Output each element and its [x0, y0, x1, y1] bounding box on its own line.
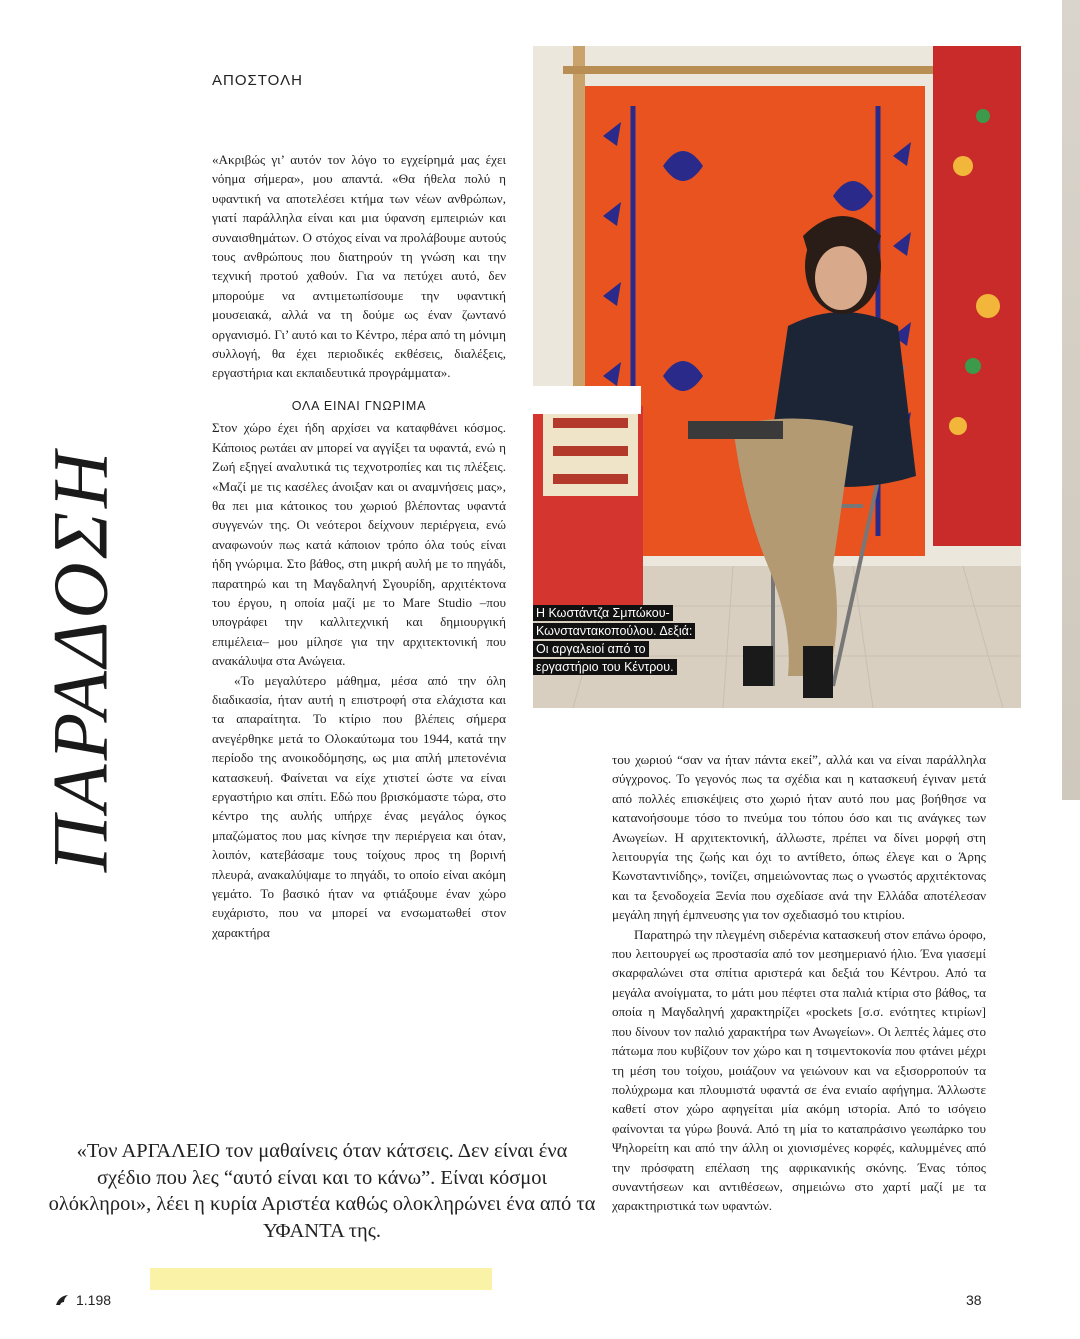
paragraph: Στον χώρο έχει ήδη αρχίσει να καταφθάνει κόσμος. Κάποιος ρωτάει αν μπορεί να αγγίξει τα υφαντά, ενώ η Ζωή εξηγεί αναλυτικά τις τεχνοτροπίες και τις πλέξεις. «Μαζί με τις κασέλες άνοιξαν και οι αναμνήσεις μας», θα πει μια κάτοικος του χωριού βλέποντας υφαντά συγγενών της. Οι νεότεροι δείχνουν περιέργεια, ενώ αναφωνούν πως κατά κάποιον τρόπο όλα τούς είναι ήδη γνώριμα. Στο βάθος, στη μικρή αυλή με το πηγάδι, παρατηρώ και τη Μαγδαληνή Σγουρίδη, αρχιτέκτονα του έργου, η οποία μαζί με το Mare Studio –που υπογράφει την καλλιτεχνική και δημιουργική επιμέλεια– μου μίλησε για την αρχιτεκτονική που ανακάλυψα στα Ανώγεια. [212, 420, 506, 669]
vertical-title-text: ΠΑΡΑΔΟΣΗ [36, 447, 123, 873]
photo-caption [533, 604, 693, 676]
article-column-right [612, 750, 986, 1216]
photo-caption-text: Η Κωστάντζα Σμπώκου-Κωνσταντακοπούλου. Δεξιά: Οι αργαλειοί από το εργαστήριο του Κέντρου. [533, 605, 695, 675]
bird-logo-icon [54, 1292, 70, 1308]
paragraph: του χωριού “σαν να ήταν πάντα εκεί”, αλλά και να είναι παράλληλα σύγχρονος. Το γεγονός πως τα σχέδια και η κατασκευή έγιναν μετά από πολλές επισκέψεις στο χωριό ήταν αυτό που μας βοήθησε να κατανοήσουμε τόσο το πνεύμα του τόπου όσο και τις ανάγκες των Ανωγείων. Η αρχιτεκτονική, άλλωστε, πρέπει να δίνει μορφή στη λειτουργία της ζωής και όχι το αντίθετο, όπως έλεγε και ο Άρης Κωνσταντινίδης», τονίζει, σημειώνοντας πως ο γνωστός αρχιτέκτονας και τα ξενοδοχεία Ξενία που σχεδίασε ανά την Ελλάδα αποτέλεσαν μεγάλη πηγή έμπνευσης για τον σχεδιασμό του κτιρίου. [612, 752, 986, 923]
page-number: 38 [966, 1292, 982, 1308]
vertical-title [35, 430, 125, 890]
article-column-left [212, 150, 506, 942]
adjacent-page-edge [1062, 0, 1080, 800]
issue-number: 1.198 [76, 1292, 112, 1308]
quote-highlight [150, 1268, 492, 1290]
footer-issue [54, 1292, 111, 1308]
section-label: ΑΠΟΣΤΟΛΗ [212, 72, 303, 89]
pull-quote: «Τον ΑΡΓΑΛΕΙΟ τον μαθαίνεις όταν κάτσεις. Δεν είναι ένα σχέδιο που λες “αυτό είναι και το κάνω”. Είναι κόσμοι ολόκληροι», λέει η κυρία Αριστέα καθώς ολοκληρώνει ένα από τα ΥΦΑΝΤΑ της. [48, 1140, 596, 1242]
paragraph: «Το μεγαλύτερο μάθημα, μέσα από την όλη διαδικασία, ήταν αυτή η επιστροφή στα ελάχιστα και τα απαραίτητα. Το κτίριο που βλέπεις σήμερα ανεγέρθηκε μετά το Ολοκαύτωμα του 1944, κατά την περίοδο της ανοικοδόμησης, ως μια απλή μπετονένια κατασκευή. Φαίνεται να είχε χτιστεί ώστε να είναι εργαστήριο και σπίτι. Εδώ που βρισκόμαστε τώρα, στο κέντρο της αυλής υπήρχε ένας μεγάλος όγκος μπαζώματος που μας κίνησε την περιέργεια και όταν, λοιπόν, κατεβάσαμε τους τοίχους προς τη βορινή πλευρά, ανακαλύψαμε το πηγάδι, το οποίο είναι ακόμη γεμάτο. Το βασικό ήταν να φτιάξουμε έναν χώρο ευχάριστο, που να μπορεί να ενσωματωθεί στον χαρακτήρα [212, 672, 506, 940]
intro-paragraph: «Ακριβώς γι’ αυτόν τον λόγο το εγχείρημά μας έχει νόημα σήμερα», μου απαντά. «Θα ήθελα πολύ η υφαντική να αποτελέσει κτήμα των νέων ανθρώπων, γιατί παράλληλα είναι και μια ύφανση εμπειριών και συναισθημάτων. Ο στόχος είναι να προλάβουμε αυτούς τους ανθρώπους που διατηρούν τη γνώση και την τεχνική προτού χαθούν. Για να πετύχει αυτό, δεν μπορούμε να αντιμετωπίσουμε την υφαντική μουσειακά, αλλά να τη δούμε ως έναν ζωντανό οργανισμό. Γι’ αυτό και το Κέντρο, πέρα από τη μόνιμη συλλογή, θα έχει περιοδικές εκθέσεις, διαλέξεις, εργαστήρια και εκπαιδευτικά προγράμματα». [212, 152, 506, 381]
paragraph: Παρατηρώ την πλεγμένη σιδερένια κατασκευή στον επάνω όροφο, που λειτουργεί ως προστασία από τον μεσημεριανό ήλιο. Ένα γιασεμί σκαρφαλώνει στα σπίτια αριστερά και δεξιά του Κέντρου. Από τα μεγάλα ανοίγματα, το μάτι μου πέφτει στα παλιά κτίρια στο βάθος, τα οποία η Μαγδαληνή χαρακτηρίζει «pockets [σ.σ. ενότητες κτιρίων] που δίνουν τον παλιό χαρακτήρα των Ανωγείων». Οι λεπτές λάμες στο πάτωμα που κυβίζουν τον χώρο και η τσιμεντοκονία που φτάνει μέχρι τη μέση του τοίχου, μοιάζουν να γειώνουν και να εξισορροπούν τα πολύχρωμα και πλουμιστά υφαντά σε ένα ενιαίο αφήγημα. Άλλωστε καθετί στον χώρο αφηγείται μία ακόμη ιστορία. Από το ισόγειο φαίνονται τα γύρω βουνά. Από τη μία το καταπράσινο γεωπάρκο του Ψηλορείτη και από την άλλη οι χιονισμένες κορφές, καλυμμένες από την πρόσφατη επέλαση της αφρικανικής σκόνης. Ένας τόπος συναντήσεων και αντιθέσεων, σημειώνω στο χαρτί μαζί με τα χαρακτηριστικά των υφαντών. [612, 926, 986, 1214]
subheading: ΟΛΑ ΕΙΝΑΙ ΓΝΩΡΙΜΑ [291, 398, 427, 413]
